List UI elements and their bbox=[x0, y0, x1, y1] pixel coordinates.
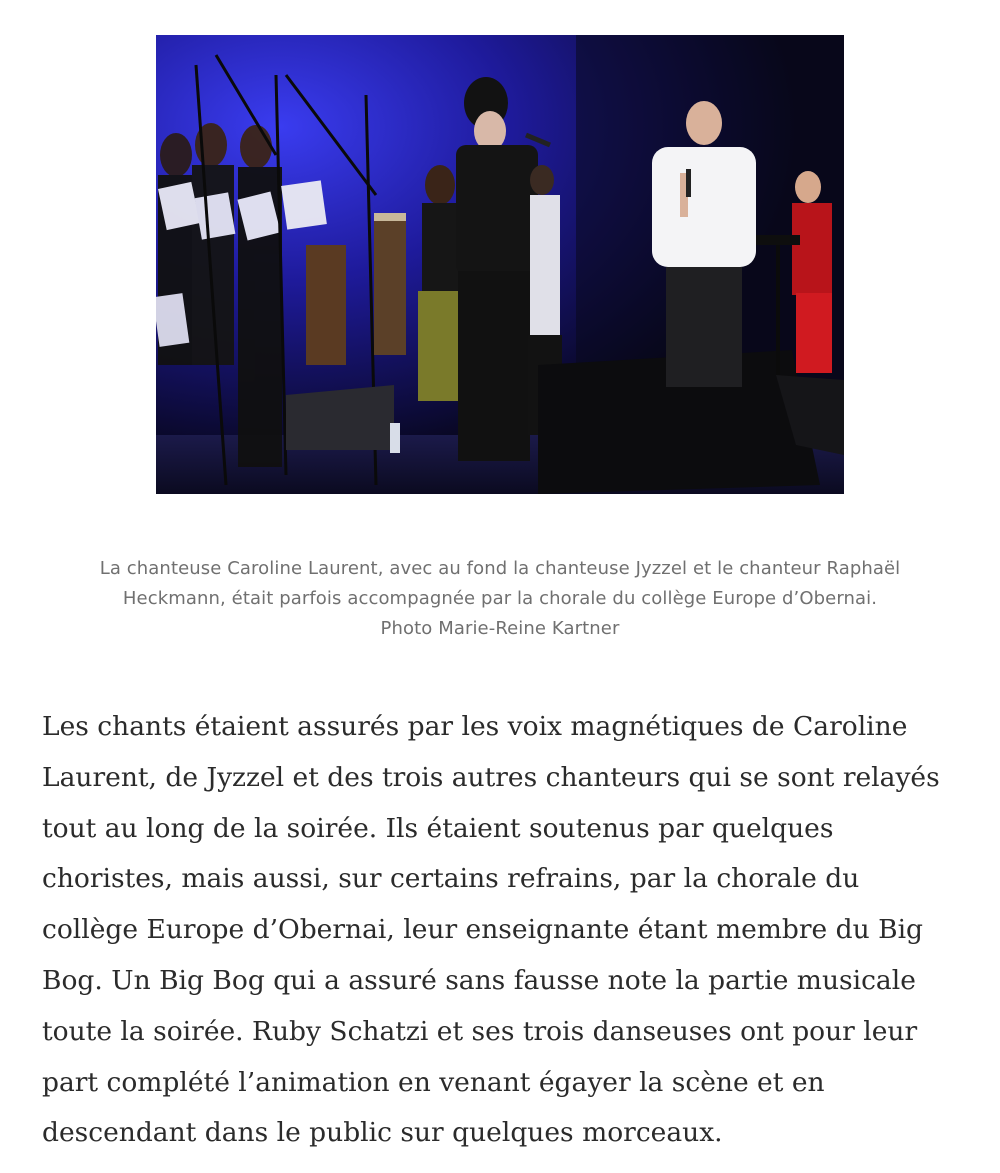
article-photo[interactable] bbox=[156, 35, 844, 494]
caption-text: La chanteuse Caroline Laurent, avec au fond la chanteuse Jyzzel et le chanteur Raphaël Heckmann, était parfois accompagnée par la chorale du collège Europe d’Obernai. bbox=[99, 558, 901, 609]
photo-caption bbox=[60, 554, 940, 644]
photo-credit: Photo Marie-Reine Kartner bbox=[380, 618, 620, 639]
article-paragraph: Les chants étaient assurés par les voix magnétiques de Caroline Laurent, de Jyzzel et des trois autres chanteurs qui se sont relayés tout au long de la soirée. Ils étaient soutenus par quelques choristes, mais aussi, sur certains refrains, par la chorale du collège Europe d’Obernai, leur enseignante étant membre du Big Bog. Un Big Bog qui a assuré sans fausse note la partie musicale toute la soirée. Ruby Schatzi et ses trois danseuses ont pour leur part complété l’animation en venant égayer la scène et en descendant dans le public sur quelques morceaux. bbox=[42, 711, 940, 1149]
concert-photo-illustration bbox=[156, 35, 844, 494]
